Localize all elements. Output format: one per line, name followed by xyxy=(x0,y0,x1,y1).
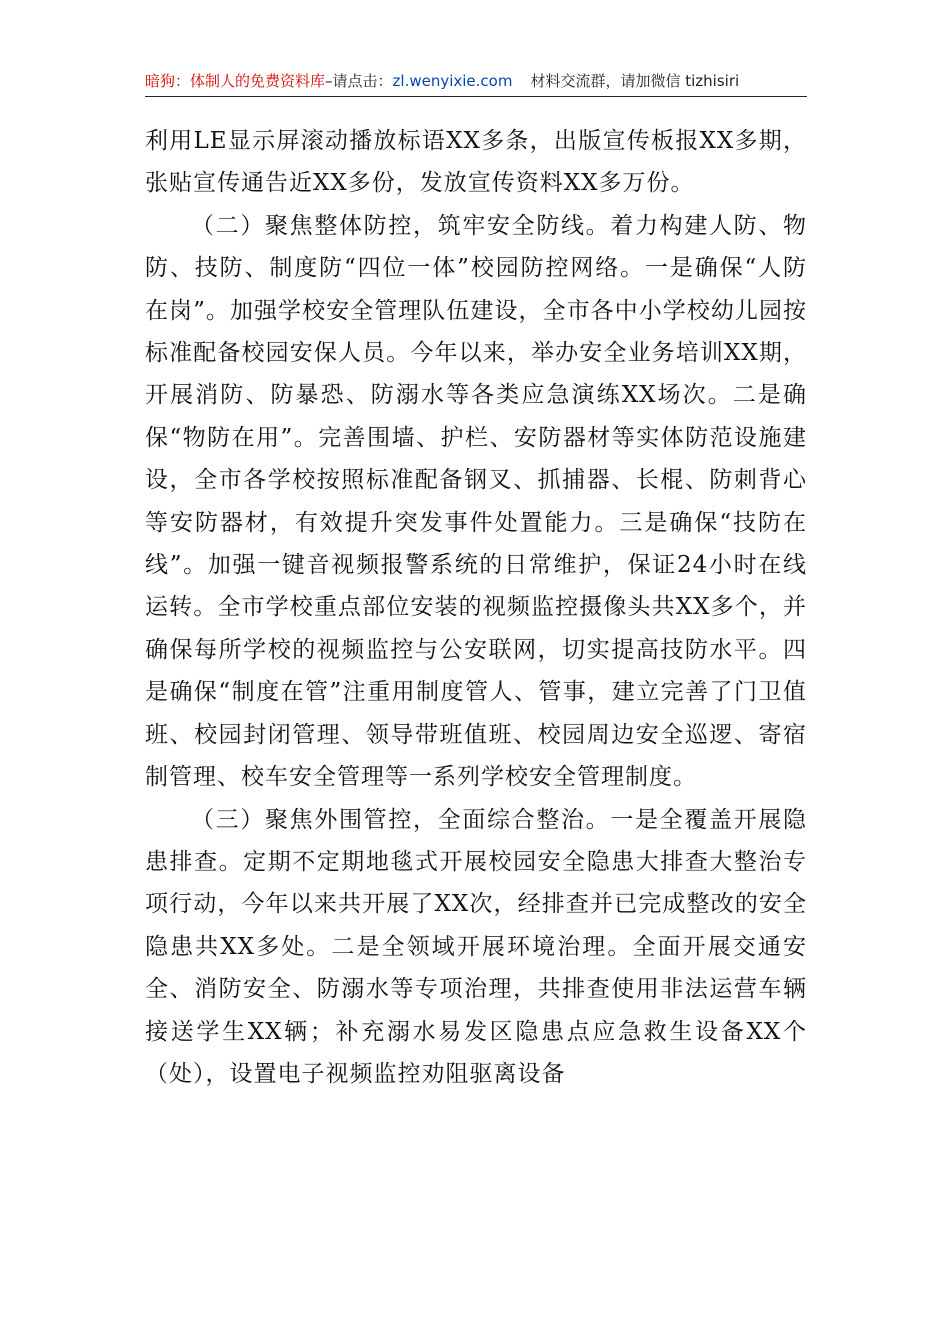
header-link[interactable]: zl.wenyixie.com xyxy=(392,72,513,90)
header-wechat-note: 材料交流群，请加微信 tizhisiri xyxy=(530,72,740,90)
paragraph-continuation: 利用LE显示屏滚动播放标语XX多条，出版宣传板报XX多期，张贴宣传通告近XX多份，发放宣传资料XX多万份。 xyxy=(145,128,807,197)
paragraph-section-3: （三）聚焦外围管控，全面综合整治。一是全覆盖开展隐患排查。定期不定期地毯式开展校园安全隐患大排查大整治专项行动，今年以来共开展了XX次，经排查并已完成整改的安全隐患共XX多处。二是全领域开展环境治理。全面开展交通安全、消防安全、防溺水等专项治理，共排查使用非法运营车辆接送学生XX辆；补充溺水易发区隐患点应急救生设备XX个（处），设置电子视频监控劝阻驱离设备 xyxy=(145,806,807,1087)
page-header xyxy=(145,66,807,97)
header-link-prefix: –请点击： xyxy=(325,72,393,90)
header-brand: 暗狗：体制人的免费资料库 xyxy=(145,72,326,90)
document-body xyxy=(145,120,807,1095)
paragraph-section-2: （二）聚焦整体防控，筑牢安全防线。着力构建人防、物防、技防、制度防“四位一体”校园防控网络。一是确保“人防在岗”。加强学校安全管理队伍建设，全市各中小学校幼儿园按标准配备校园安保人员。今年以来，举办安全业务培训XX期，开展消防、防暴恐、防溺水等各类应急演练XX场次。二是确保“物防在用”。完善围墙、护栏、安防器材等实体防范设施建设，全市各学校按照标准配备钢叉、抓捕器、长棍、防刺背心等安防器材，有效提升突发事件处置能力。三是确保“技防在线”。加强一键音视频报警系统的日常维护，保证24小时在线运转。全市学校重点部位安装的视频监控摄像头共XX多个，并确保每所学校的视频监控与公安联网，切实提高技防水平。四是确保“制度在管”注重用制度管人、管事，建立完善了门卫值班、校园封闭管理、领导带班值班、校园周边安全巡逻、寄宿制管理、校车安全管理等一系列学校安全管理制度。 xyxy=(145,212,807,791)
